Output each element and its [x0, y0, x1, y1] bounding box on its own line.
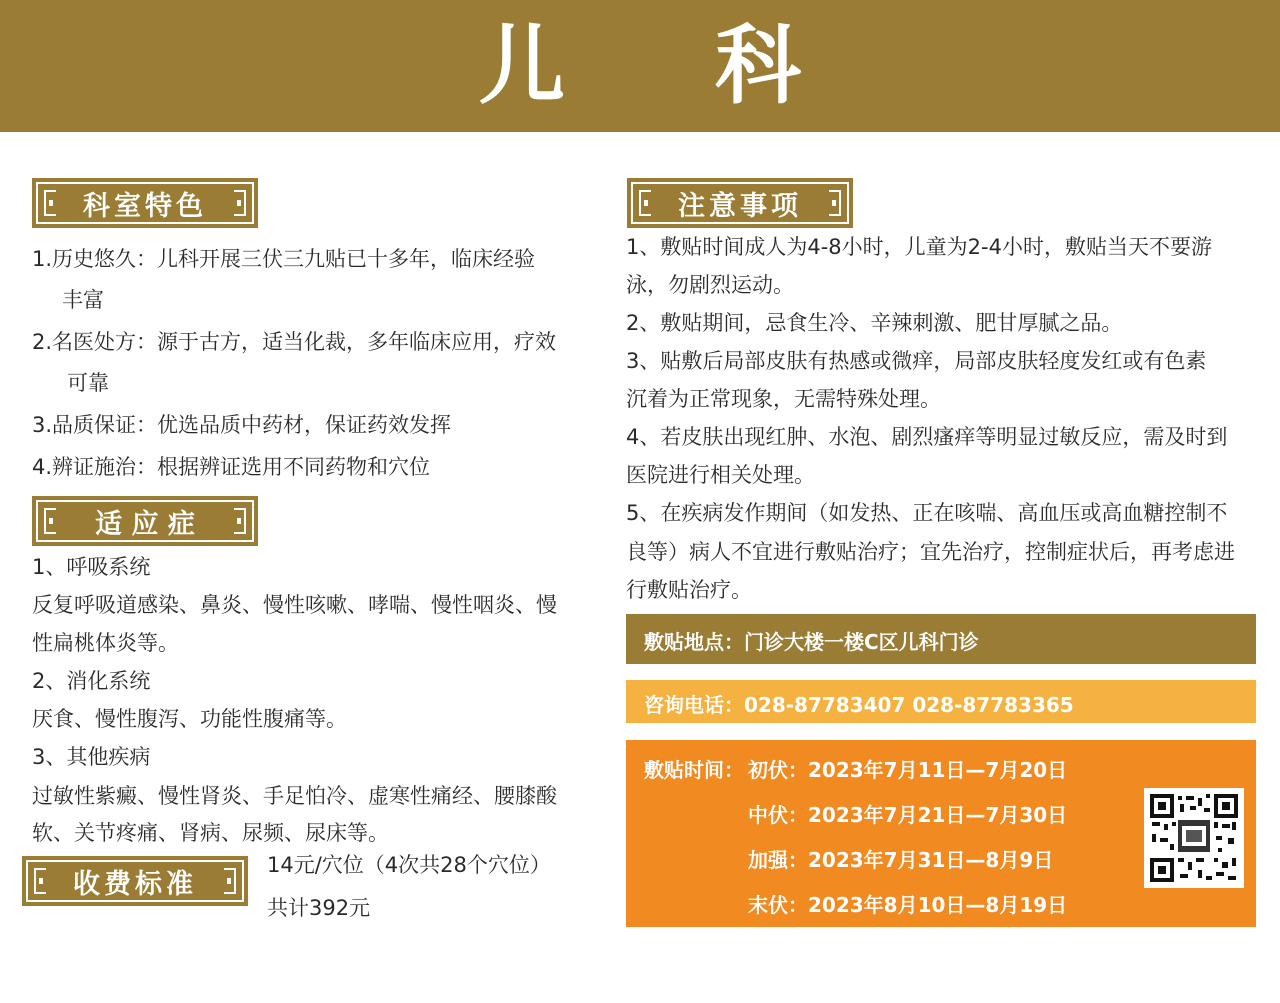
indications-section-title: [32, 496, 258, 546]
schedule-row: 末伏：2023年8月10日—8月19日: [748, 893, 1068, 917]
notes-line: 泳，勿剧烈运动。: [626, 273, 794, 297]
indications-line: 厌食、慢性腹泻、功能性腹痛等。: [32, 707, 347, 731]
features-line: 4.辨证施治：根据辨证选用不同药物和穴位: [32, 455, 431, 479]
features-line: 2.名医处方：源于古方，适当化裁，多年临床应用，疗效: [32, 330, 557, 354]
schedule-label: 敷贴时间：: [644, 758, 744, 782]
indications-line: 3、其他疾病: [32, 745, 151, 769]
features-line: 可靠: [67, 371, 109, 395]
notes-title-text: 注意事项: [678, 190, 802, 222]
right-ornament-icon: [234, 190, 246, 216]
location-bar: [626, 614, 1256, 664]
page-header: [0, 0, 1280, 132]
notes-line: 行敷贴治疗。: [626, 578, 752, 602]
right-ornament-icon: [829, 190, 841, 216]
indications-line: 过敏性紫癜、慢性肾炎、手足怕冷、虚寒性痛经、腰膝酸: [32, 784, 557, 808]
schedule-row: 初伏：2023年7月11日—7月20日: [748, 758, 1068, 782]
notes-section-title: [627, 178, 853, 228]
notes-line: 5、在疾病发作期间（如发热、正在咳喘、高血压或高血糖控制不: [626, 501, 1228, 525]
fee-line: 共计392元: [267, 896, 371, 920]
schedule-row: 中伏：2023年7月21日—7月30日: [748, 803, 1068, 827]
left-ornament-icon: [639, 190, 651, 216]
left-ornament-icon: [44, 190, 56, 216]
features-section-title: [32, 178, 258, 228]
indications-line: 反复呼吸道感染、鼻炎、慢性咳嗽、哮喘、慢性咽炎、慢: [32, 593, 557, 617]
left-ornament-icon: [34, 868, 46, 894]
notes-line: 4、若皮肤出现红肿、水泡、剧烈瘙痒等明显过敏反应，需及时到: [626, 425, 1228, 449]
indications-line: 2、消化系统: [32, 669, 151, 693]
indications-line: 性扁桃体炎等。: [32, 631, 179, 655]
features-line: 1.历史悠久：儿科开展三伏三九贴已十多年，临床经验: [32, 247, 536, 271]
location-text: 敷贴地点：门诊大楼一楼C区儿科门诊: [644, 630, 979, 654]
notes-line: 医院进行相关处理。: [626, 463, 815, 487]
left-ornament-icon: [44, 508, 56, 534]
indications-line: 1、呼吸系统: [32, 555, 151, 579]
phone-text: 咨询电话：028-87783407 028-87783365: [644, 693, 1074, 717]
notes-line: 3、贴敷后局部皮肤有热感或微痒，局部皮肤轻度发红或有色素: [626, 349, 1207, 373]
features-line: 丰富: [62, 288, 104, 312]
schedule-row: 加强：2023年7月31日—8月9日: [748, 848, 1054, 872]
notes-line: 1、敷贴时间成人为4-8小时，儿童为2-4小时，敷贴当天不要游: [626, 235, 1212, 259]
page-title: 儿 科: [479, 16, 861, 116]
notes-line: 沉着为正常现象，无需特殊处理。: [626, 387, 941, 411]
right-ornament-icon: [234, 508, 246, 534]
phone-bar: [626, 680, 1256, 723]
fees-section-title: [22, 856, 248, 906]
fee-line: 14元/穴位（4次共28个穴位）: [267, 853, 551, 877]
qr-code-icon: [1144, 788, 1244, 888]
indications-line: 软、关节疼痛、肾病、尿频、尿床等。: [32, 821, 389, 845]
fees-title-text: 收费标准: [73, 868, 197, 900]
features-line: 3.品质保证：优选品质中药材，保证药效发挥: [32, 413, 452, 437]
notes-line: 良等）病人不宜进行敷贴治疗；宜先治疗，控制症状后，再考虑进: [626, 540, 1235, 564]
indications-title-text: 适 应 症: [95, 508, 195, 540]
right-ornament-icon: [224, 868, 236, 894]
notes-line: 2、敷贴期间，忌食生冷、辛辣刺激、肥甘厚腻之品。: [626, 311, 1123, 335]
features-title-text: 科室特色: [83, 190, 207, 222]
